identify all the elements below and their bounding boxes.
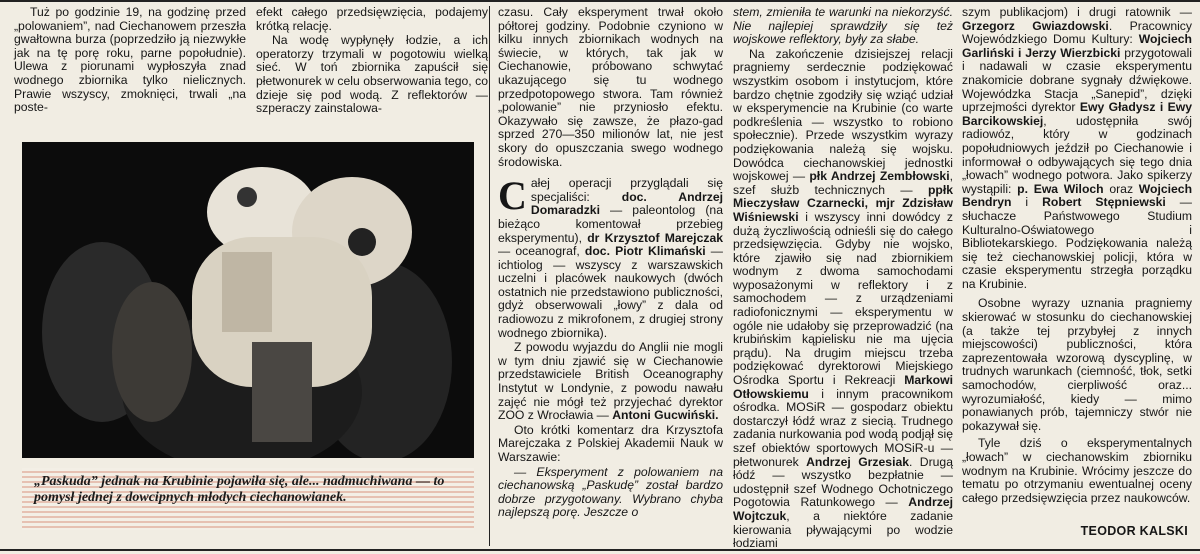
text: . Pracownicy Wojewódzkiego Domu Kultury: — [962, 18, 1192, 47]
person-name: Wojciech Garliński i Jerzy Wierzbicki — [962, 32, 1192, 60]
text: ałej operacji przyglądali się specjaliści: — [530, 176, 723, 204]
text: i innym pracownikom ośrodka. MOSiR — gospodarz obiektu dostarczył łódź wraz z siecią. Trudnego zadania nurkowania pod wodą podjął się szef obiektów sportowych MOSiR-u — płetwonurek — [733, 386, 953, 469]
paragraph-specialists — [498, 173, 723, 340]
person-name: p. Ewa Wiloch — [1017, 181, 1104, 196]
column-1 — [14, 6, 246, 116]
quote-text: — Eksperyment z polowaniem na ciechanowską „Paskudę” został bardzo dobrze przygotowany. Wybrano chyba najlepszą porę. Jeszcze o — [498, 464, 723, 520]
quote-text: stem, zmieniła te warunki na niekorzyść. Nie najlepiej sprawdziły się też wojskowe reflektory, były za słabe. — [733, 5, 953, 47]
paragraph: czasu. Cały eksperyment trwał około półtorej godziny. Podobnie czyniono w kilku innych zbiornikach wodnych na świecie, w których, tak jak w Ciechanowie, próbowano schwytać ukazującego się tu wodnego przedpotopowego stwora. Tam również „polowanie” nie przyniosło efektu. Okazywało się zawsze, że płazo-gad sprzed 270—350 milionów lat, nie jest skory do opuszczania swego wodnego środowiska. — [498, 5, 723, 169]
bottom-rule — [0, 549, 1200, 551]
text: — ichtiolog — wszyscy z warszawskich uczelni i placówek naukowych (dwóch ostatnich nie przedstawiono publiczności, gdyż obserwowali „łowy” z dala od radiowozu z mikrofonem, z drugiej strony wodnego zbiornika). — [498, 244, 723, 340]
paragraph — [498, 341, 723, 423]
column-divider — [489, 6, 490, 546]
paragraph: Tuż po godzinie 19, na godzinę przed „polowaniem”, nad Ciechanowem przeszła gwałtowna burza (poprzedziło ją niezwykłe jak na tę porę roku, parne popołudnie). Ulewa z piorunami wypłoszyła znad wodnego zbiornika tylko nielicznych. Prawie wszyscy, zmoknięci, trwali „na poste- — [14, 5, 246, 115]
person-name: Antoni Gucwiński. — [612, 408, 719, 423]
paragraph — [962, 6, 1192, 291]
column-4 — [733, 6, 953, 552]
text: szym publikacjom) i drugi ratownik — — [962, 5, 1192, 19]
text: — słuchacze Państwowego Studium Kulturalno-Oświatowego i Bibliotekarskiego. Podziękowania należą się też ciechanowskiej policji, która w czasie eksperymentu strzegła porządku na Krubinie. — [962, 195, 1192, 291]
column-3 — [498, 6, 723, 521]
person-name: ppłk Mieczysław Czarnecki, mjr Zdzisław Wiśniewski — [733, 182, 953, 224]
text: , szef służb technicznych — — [733, 169, 953, 197]
person-name: doc. Andrzej Domaradzki — [530, 189, 723, 218]
text: przygotowali i nadawali w czasie eksperymentu znakomicie dobrane sygnały dźwiękowe. Wojewódzka Stacja „Sanepid”, dzięki uprzejmości dyrektor — [962, 45, 1192, 115]
text: , a niektóre zadanie kierowania pływającymi po wodzie łodziami — [733, 508, 953, 551]
person-name: płk Andrzej Zembłowski — [809, 169, 950, 184]
person-name: Wojciech Bendryn — [962, 181, 1193, 210]
author-signature: TEODOR KALSKI — [1080, 524, 1188, 538]
column-2 — [256, 6, 488, 117]
text: , udostępniła swój radiowóz, który w godzinach popołudniowych jeździł po Ciechanowie i informował o odbywających się tego dnia „łowach” wodnego potwora. Jako spikerzy wystąpili: — [962, 113, 1192, 196]
person-name: Ewy Gładysz i Ewy Barcikowskiej — [962, 100, 1192, 128]
paragraph: Tyle dziś o eksperymentalnych „łowach” w ciechanowskim zbiorniku wodnym na Krubinie. Wrócimy jeszcze do tematu po otrzymaniu ewentualnej oceny całego przedsięwzięcia przez naukowców. — [962, 436, 1192, 505]
text: — paleontolog (na bieżąco komentował przebieg eksperymentu), — [498, 203, 723, 245]
paragraph: Oto krótki komentarz dra Krzysztofa Marejczaka z Polskiej Akademii Nauk w Warszawie: — [498, 422, 723, 464]
person-name: doc. Piotr Klimański — [584, 244, 706, 259]
text: Z powodu wyjazdu do Anglii nie mogli w tym dniu zjawić się w Ciechanowie przedstawiciele British Oceanography Instytut w Londynie, z powodu nawału zajęć nie mógł też przyjechać dyrektor ZOO z Wrocławia — — [498, 340, 723, 423]
person-name: Grzegorz Gwiazdowski — [962, 18, 1109, 33]
column-5 — [962, 6, 1192, 506]
text: Na zakończenie dzisiejszej relacji pragniemy serdecznie podziękować wszystkim osobom i instytucjom, które bardzo chętnie zgodziły się wziąć udział w eksperymencie na Krubinie (co warte podkreślenia — wszystko to robiono społecznie). Przede wszystkim wyrazy podziękowania należą się wojsku. Dowódca ciechanowskiej jednostki wojskowej — — [733, 46, 953, 184]
text: — oceanograf, — [498, 244, 585, 259]
person-name: Andrzej Grzesiak — [806, 454, 910, 469]
paragraph: Na wodę wypłynęły łodzie, a ich operatorzy trzymali w pogotowiu wielką sieć. W toń zbiornika zapuścił się płetwonurek w celu obserwowania tego, co dzieje się pod wodą. Z reflektorów — szperaczy zainstalowa- — [256, 33, 488, 116]
text: oraz — [1103, 181, 1139, 196]
quote-continuation — [733, 6, 953, 47]
text: i — [1011, 195, 1043, 210]
text: i wszyscy inni dowódcy z dużą życzliwością odnieśli się do całego przedsięwzięcia. Gdyby nie wojsko, które zjawiło się nad zbiornikiem wodnym z dwoma samochodami wyposażonymi w reflektory i z samochodem — z urządzeniami radiofonicznymi — eksperymentu w ogóle nie udałoby się przeprowadzić (na krubińskim kąpielisku nie ma ujęcia prądu). Na drugim miejscu trzeba podziękować dyrektorowi Miejskiego Ośrodka Sportu i Rekreacji — [733, 209, 953, 388]
inflatable-monster-photo — [22, 142, 474, 458]
article-photo — [22, 142, 474, 458]
top-rule — [0, 0, 1200, 2]
paragraph: efekt całego przedsięwzięcia, podajemy krótką relację. — [256, 5, 488, 33]
text: . Drugą łódź — wszystko bezpłatnie — udostępnił szef Wodnego Ochotniczego Pogotowia Ratunkowego — — [733, 454, 953, 510]
person-name: Andrzej Wojtczuk — [733, 495, 953, 523]
photo-caption: „Paskuda” jednak na Krubinie pojawiła się, ale... nadmuchiwana — to pomysł jednej z dowcipnych młodych ciechanowianek. — [34, 474, 445, 505]
person-name: Robert Stępniewski — [1042, 195, 1166, 210]
drop-cap: C — [498, 173, 527, 219]
paragraph — [733, 48, 953, 551]
person-name: Markowi Otłowskiemu — [733, 373, 953, 401]
paragraph: Osobne wyrazy uznania pragniemy skierować w stosunku do ciechanowskiej (a także tej przybyłej z innych miejscowości) publiczności, która zaprezentowała wzorową dyscyplinę, w trudnych warunkach (ciemność, tłok, setki samochodów, cierpliwość oraz... wyrozumiałość, kiedy — mimo ponawianych prób, tajemniczy stwór nie pokazywał się. — [962, 296, 1192, 433]
person-name: dr Krzysztof Marejczak — [587, 230, 723, 245]
quote — [498, 466, 723, 520]
